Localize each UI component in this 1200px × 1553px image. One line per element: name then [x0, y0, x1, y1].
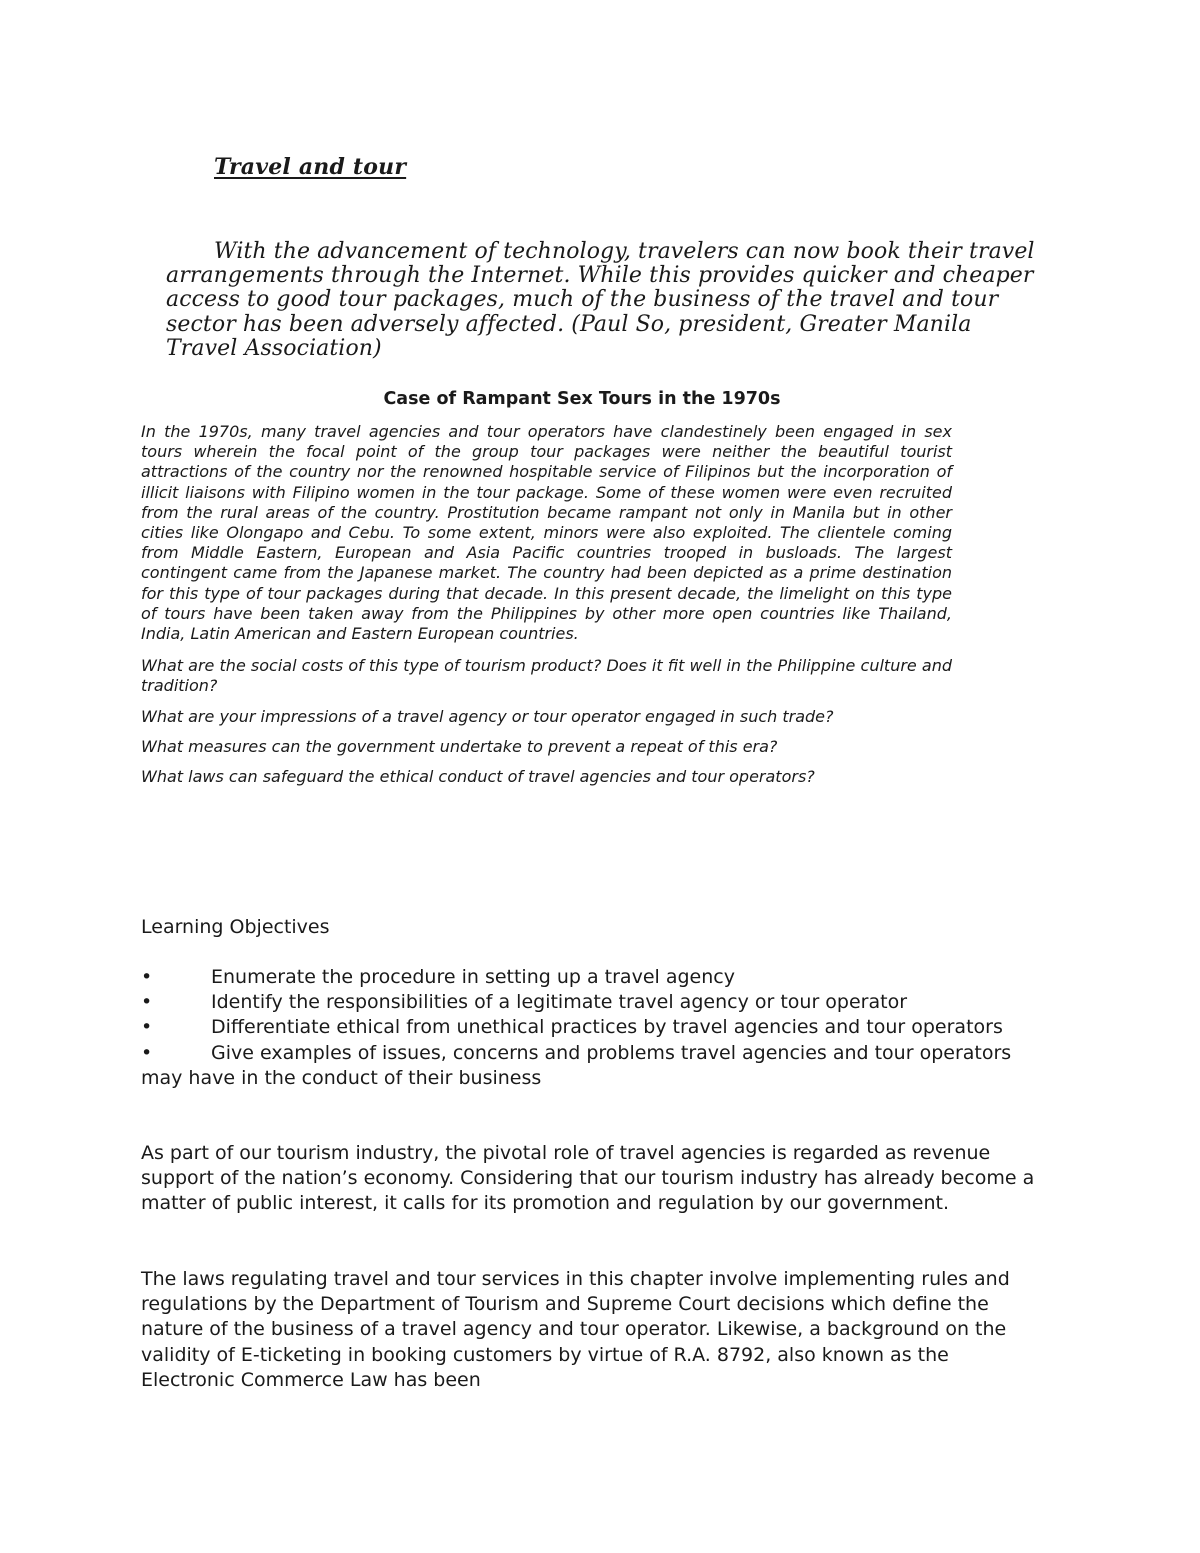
learning-objectives-heading: Learning Objectives	[141, 916, 330, 938]
list-item	[141, 1041, 1046, 1091]
case-heading: Case of Rampant Sex Tours in the 1970s	[383, 389, 781, 409]
list-item	[141, 990, 1046, 1015]
bullet-icon: •	[141, 966, 153, 988]
bullet-icon: •	[141, 991, 153, 1014]
list-item-text: Enumerate the procedure in setting up a travel agency	[211, 966, 735, 988]
list-item-text: Differentiate ethical from unethical practices by travel agencies and tour operators	[211, 1016, 1003, 1039]
document-title: Travel and tour	[214, 154, 407, 180]
learning-objectives-list	[141, 965, 1046, 1091]
case-question: What laws can safeguard the ethical conduct of travel agencies and tour operators?	[141, 767, 815, 787]
bullet-icon: •	[141, 1041, 153, 1064]
body-paragraph: The laws regulating travel and tour services in this chapter involve implementing rules and regulations by the Department of Tourism and Supreme Court decisions which define the nature of the business of a travel agency and tour operator. Likewise, a background on the validity of E-ticketing in booking customers by virtue of R.A. 8792, also known as the Electronic Commerce Law has been	[141, 1268, 1010, 1391]
case-body-paragraph: In the 1970s, many travel agencies and tour operators have clandestinely been engaged in sex tours wherein the focal point of the group tour packages were neither the beautiful tourist attractions of the country nor the renowned hospitable service of Filipinos but the incorporation of illicit liaisons with Filipino women in the tour package. Some of these women were even recruited from the rural areas of the country. Prostitution became rampant not only in Manila but in other cities like Olongapo and Cebu. To some extent, minors were also exploited. The clientele coming from Middle Eastern, European and Asia Pacific countries trooped in busloads. The largest contingent came from the Japanese market. The country had been depicted as a prime destination for this type of tour packages during that decade. In this present decade, the limelight on this type of tours have been taken away from the Philippines by other more open countries like Thailand, India, Latin American and Eastern European countries.	[141, 422, 952, 644]
body-paragraph: As part of our tourism industry, the pivotal role of travel agencies is regarded as revenue support of the nation’s economy. Considering that our tourism industry has already become a matter of public interest, it calls for its promotion and regulation by our government.	[141, 1142, 1035, 1215]
list-item	[141, 965, 1046, 990]
case-question: What are the social costs of this type of tourism product? Does it fit well in the Philippine culture and tradition?	[141, 656, 952, 696]
list-item	[141, 1015, 1046, 1040]
list-item-text: Give examples of issues, concerns and problems travel agencies and tour operators may have in the conduct of their business	[141, 1041, 1012, 1089]
case-study-section	[141, 422, 952, 797]
case-question: What are your impressions of a travel agency or tour operator engaged in such trade?	[141, 706, 834, 726]
bullet-icon: •	[141, 1016, 153, 1039]
opening-quote: With the advancement of technology, travelers can now book their travel arrangements through the Internet. While this provides quicker and cheaper access to good tour packages, much of the business of the travel and tour sector has been adversely affected. (Paul So, president, Greater Manila Travel Association)	[166, 239, 1035, 361]
list-item-text: Identify the responsibilities of a legitimate travel agency or tour operator	[211, 991, 908, 1014]
case-question: What measures can the government undertake to prevent a repeat of this era?	[141, 736, 778, 756]
